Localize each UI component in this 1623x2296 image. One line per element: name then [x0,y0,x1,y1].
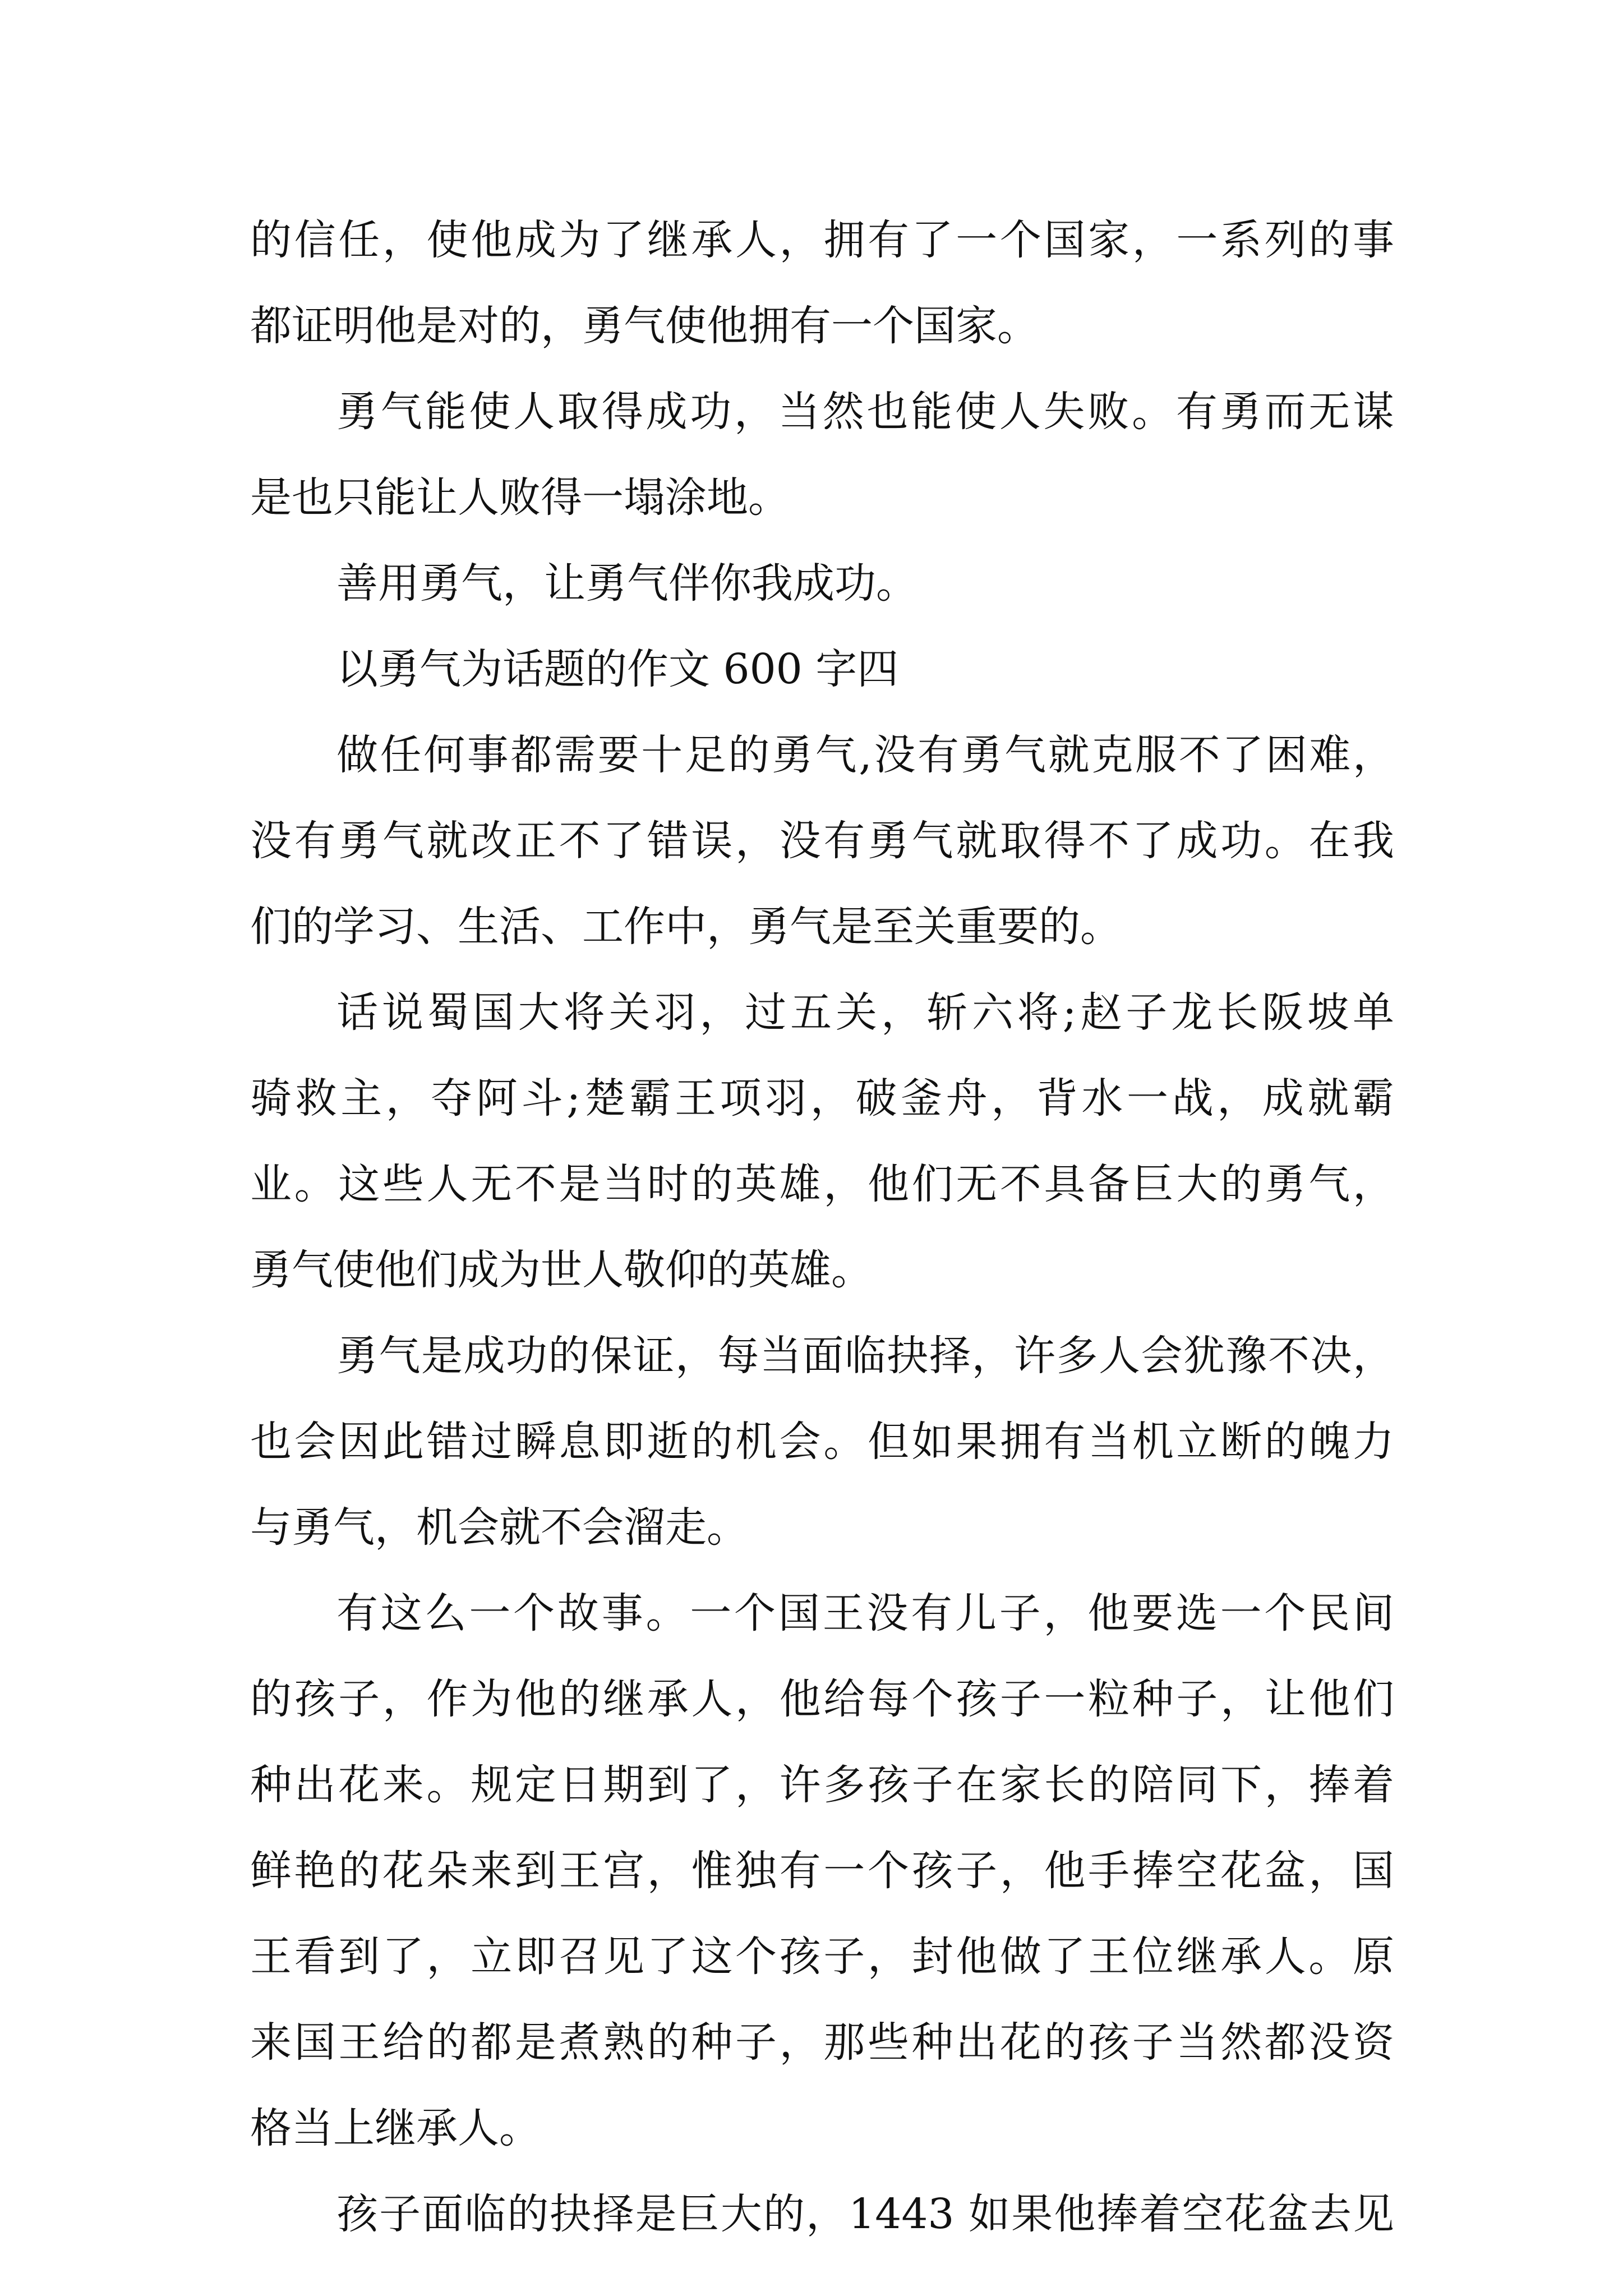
text-line: 也会因此错过瞬息即逝的机会。但如果拥有当机立断的魄力 [250,1418,1394,1466]
text-line: 鲜艳的花朵来到王宫，惟独有一个孩子，他手捧空花盆，国 [250,1847,1394,1895]
paragraph-first-line: 有这么一个故事。一个国王没有儿子，他要选一个民间 [336,1589,1394,1637]
paragraph-first-line: 善用勇气，让勇气伴你我成功。 [336,559,917,608]
text-line: 与勇气，机会就不会溜走。 [250,1503,748,1552]
text-line: 的信任，使他成为了继承人，拥有了一个国家，一系列的事 [250,216,1394,264]
text-line: 格当上继承人。 [250,2104,541,2152]
section-heading: 以勇气为话题的作文 600 字四 [336,645,899,693]
text-line: 骑救主，夺阿斗;楚霸王项羽，破釜舟，背水一战，成就霸 [250,1074,1394,1122]
text-line: 们的学习、生活、工作中，勇气是至关重要的。 [250,903,1122,951]
text-line: 是也只能让人败得一塌涂地。 [250,473,790,522]
text-line: 业。这些人无不是当时的英雄，他们无不具备巨大的勇气， [250,1160,1394,1208]
text-line: 没有勇气就改正不了错误，没有勇气就取得不了成功。在我 [250,817,1394,865]
text-line: 来国王给的都是煮熟的种子，那些种出花的孩子当然都没资 [250,2018,1394,2067]
paragraph-first-line: 做任何事都需要十足的勇气,没有勇气就克服不了困难， [336,731,1394,779]
text-line: 种出花来。规定日期到了，许多孩子在家长的陪同下，捧着 [250,1761,1394,1809]
paragraph-first-line: 勇气能使人取得成功，当然也能使人失败。有勇而无谋 [336,388,1394,436]
text-line: 都证明他是对的，勇气使他拥有一个国家。 [250,302,1039,350]
text-line: 王看到了，立即召见了这个孩子，封他做了王位继承人。原 [250,1932,1394,1981]
paragraph-first-line: 勇气是成功的保证，每当面临抉择，许多人会犹豫不决， [336,1332,1394,1380]
text-line: 的孩子，作为他的继承人，他给每个孩子一粒种子，让他们 [250,1675,1394,1723]
paragraph-first-line: 孩子面临的抉择是巨大的，1443 如果他捧着空花盆去见 [336,2190,1394,2238]
text-line: 勇气使他们成为世人敬仰的英雄。 [250,1246,873,1294]
paragraph-first-line: 话说蜀国大将关羽，过五关，斩六将;赵子龙长阪坡单 [336,988,1394,1037]
